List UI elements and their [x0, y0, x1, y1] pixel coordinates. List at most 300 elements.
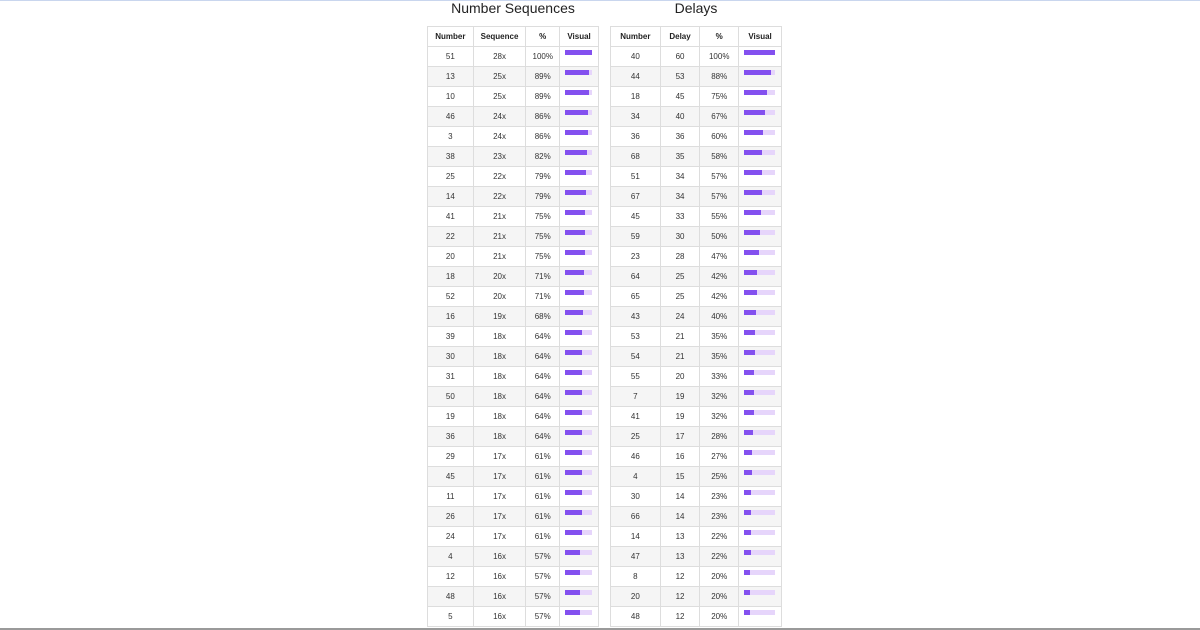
visual-cell — [560, 507, 599, 527]
progress-bar-track — [565, 150, 592, 155]
visual-cell — [560, 367, 599, 387]
progress-bar-fill — [565, 450, 581, 455]
column-header: Delay — [660, 27, 700, 47]
progress-bar-track — [565, 470, 592, 475]
visual-cell — [739, 367, 782, 387]
progress-bar-track — [565, 330, 592, 335]
percent-cell: 20% — [700, 567, 739, 587]
table-row — [428, 587, 599, 607]
visual-cell — [560, 487, 599, 507]
percent-cell: 61% — [526, 507, 560, 527]
value-cell: 16 — [660, 447, 700, 467]
column-header: % — [700, 27, 739, 47]
percent-cell: 60% — [700, 127, 739, 147]
table-row — [611, 147, 782, 167]
table-row — [611, 567, 782, 587]
visual-cell — [739, 127, 782, 147]
progress-bar-track — [565, 130, 592, 135]
number-cell: 18 — [428, 267, 474, 287]
table-row — [611, 547, 782, 567]
progress-bar-fill — [565, 570, 580, 575]
progress-bar-track — [565, 210, 592, 215]
percent-cell: 61% — [526, 487, 560, 507]
table-row — [611, 387, 782, 407]
percent-cell: 64% — [526, 367, 560, 387]
table-row — [611, 427, 782, 447]
table-row — [428, 607, 599, 627]
value-cell: 28x — [473, 47, 526, 67]
table-row — [428, 487, 599, 507]
table-header-row — [611, 27, 782, 47]
progress-bar-fill — [565, 230, 585, 235]
value-cell: 33 — [660, 207, 700, 227]
visual-cell — [739, 207, 782, 227]
value-cell: 16x — [473, 547, 526, 567]
section-title: Delays — [674, 0, 718, 16]
progress-bar-fill — [744, 190, 762, 195]
visual-cell — [560, 347, 599, 367]
table-row — [611, 107, 782, 127]
number-cell: 24 — [428, 527, 474, 547]
number-cell: 11 — [428, 487, 474, 507]
progress-bar-track — [565, 510, 592, 515]
value-cell: 16x — [473, 567, 526, 587]
percent-cell: 35% — [700, 347, 739, 367]
number-cell: 10 — [428, 87, 474, 107]
number-cell: 13 — [428, 67, 474, 87]
progress-bar-track — [565, 190, 592, 195]
progress-bar-fill — [565, 70, 589, 75]
table-row — [428, 227, 599, 247]
progress-bar-fill — [565, 190, 586, 195]
progress-bar-fill — [565, 610, 580, 615]
table-row — [611, 167, 782, 187]
table-row — [611, 227, 782, 247]
visual-cell — [560, 587, 599, 607]
progress-bar-fill — [744, 490, 751, 495]
percent-cell: 42% — [700, 287, 739, 307]
value-cell: 20x — [473, 287, 526, 307]
percent-cell: 23% — [700, 487, 739, 507]
percent-cell: 82% — [526, 147, 560, 167]
progress-bar-track — [744, 50, 775, 55]
progress-bar-track — [565, 110, 592, 115]
visual-cell — [739, 527, 782, 547]
table-row — [611, 407, 782, 427]
progress-bar-fill — [744, 350, 755, 355]
table-row — [611, 207, 782, 227]
visual-cell — [560, 247, 599, 267]
number-cell: 29 — [428, 447, 474, 467]
progress-bar-track — [565, 570, 592, 575]
number-cell: 51 — [428, 47, 474, 67]
visual-cell — [560, 147, 599, 167]
table-row — [611, 267, 782, 287]
number-cell: 36 — [611, 127, 661, 147]
percent-cell: 23% — [700, 507, 739, 527]
percent-cell: 68% — [526, 307, 560, 327]
percent-cell: 57% — [700, 187, 739, 207]
value-cell: 17x — [473, 487, 526, 507]
visual-cell — [739, 587, 782, 607]
percent-cell: 57% — [526, 567, 560, 587]
table-row — [428, 167, 599, 187]
table-row — [428, 187, 599, 207]
progress-bar-fill — [744, 110, 765, 115]
progress-bar-track — [744, 330, 775, 335]
table-row — [428, 207, 599, 227]
percent-cell: 20% — [700, 587, 739, 607]
value-cell: 21x — [473, 207, 526, 227]
percent-cell: 64% — [526, 387, 560, 407]
value-cell: 18x — [473, 347, 526, 367]
table-row — [428, 527, 599, 547]
value-cell: 15 — [660, 467, 700, 487]
value-cell: 45 — [660, 87, 700, 107]
percent-cell: 75% — [700, 87, 739, 107]
table-row — [611, 127, 782, 147]
column-header: Number — [611, 27, 661, 47]
progress-bar-fill — [744, 470, 752, 475]
progress-bar-fill — [744, 130, 763, 135]
percent-cell: 33% — [700, 367, 739, 387]
number-cell: 5 — [428, 607, 474, 627]
column-header: Number — [428, 27, 474, 47]
percent-cell: 27% — [700, 447, 739, 467]
value-cell: 14 — [660, 507, 700, 527]
number-cell: 50 — [428, 387, 474, 407]
table-row — [611, 287, 782, 307]
progress-bar-fill — [565, 330, 582, 335]
number-cell: 4 — [611, 467, 661, 487]
visual-cell — [739, 327, 782, 347]
value-cell: 60 — [660, 47, 700, 67]
progress-bar-fill — [565, 130, 588, 135]
table-row — [611, 507, 782, 527]
value-cell: 23x — [473, 147, 526, 167]
table-row — [428, 507, 599, 527]
percent-cell: 64% — [526, 427, 560, 447]
percent-cell: 89% — [526, 67, 560, 87]
progress-bar-fill — [744, 330, 755, 335]
value-cell: 18x — [473, 327, 526, 347]
percent-cell: 25% — [700, 467, 739, 487]
visual-cell — [560, 87, 599, 107]
table-row — [611, 327, 782, 347]
visual-cell — [739, 287, 782, 307]
progress-bar-track — [744, 430, 775, 435]
table-row — [428, 107, 599, 127]
percent-cell: 79% — [526, 167, 560, 187]
value-cell: 16x — [473, 587, 526, 607]
table-row — [428, 547, 599, 567]
percent-cell: 88% — [700, 67, 739, 87]
progress-bar-fill — [565, 270, 584, 275]
visual-cell — [739, 147, 782, 167]
progress-bar-track — [565, 530, 592, 535]
sequences-table — [427, 26, 599, 627]
value-cell: 25 — [660, 267, 700, 287]
progress-bar-track — [565, 590, 592, 595]
progress-bar-fill — [744, 450, 752, 455]
progress-bar-fill — [565, 510, 581, 515]
visual-cell — [739, 507, 782, 527]
progress-bar-fill — [744, 290, 757, 295]
table-row — [611, 587, 782, 607]
progress-bar-track — [744, 230, 775, 235]
visual-cell — [560, 167, 599, 187]
table-row — [428, 567, 599, 587]
value-cell: 22x — [473, 167, 526, 187]
percent-cell: 71% — [526, 287, 560, 307]
visual-cell — [560, 47, 599, 67]
progress-bar-track — [565, 310, 592, 315]
number-cell: 59 — [611, 227, 661, 247]
percent-cell: 47% — [700, 247, 739, 267]
delays-table — [610, 26, 782, 627]
value-cell: 21x — [473, 247, 526, 267]
visual-cell — [560, 267, 599, 287]
value-cell: 16x — [473, 607, 526, 627]
visual-cell — [560, 327, 599, 347]
progress-bar-fill — [744, 230, 760, 235]
progress-bar-fill — [565, 290, 584, 295]
progress-bar-fill — [565, 150, 587, 155]
visual-cell — [560, 387, 599, 407]
value-cell: 34 — [660, 167, 700, 187]
progress-bar-fill — [744, 510, 751, 515]
progress-bar-track — [565, 170, 592, 175]
value-cell: 36 — [660, 127, 700, 147]
table-row — [428, 427, 599, 447]
column-header: Visual — [739, 27, 782, 47]
progress-bar-track — [565, 250, 592, 255]
number-cell: 43 — [611, 307, 661, 327]
value-cell: 17x — [473, 527, 526, 547]
progress-bar-fill — [744, 370, 754, 375]
progress-bar-track — [744, 150, 775, 155]
progress-bar-fill — [744, 270, 757, 275]
progress-bar-fill — [565, 310, 583, 315]
progress-bar-track — [565, 350, 592, 355]
value-cell: 18x — [473, 407, 526, 427]
value-cell: 13 — [660, 527, 700, 547]
percent-cell: 32% — [700, 407, 739, 427]
value-cell: 28 — [660, 247, 700, 267]
column-header: Visual — [560, 27, 599, 47]
table-row — [428, 127, 599, 147]
number-cell: 19 — [428, 407, 474, 427]
number-cell: 64 — [611, 267, 661, 287]
progress-bar-track — [744, 350, 775, 355]
value-cell: 18x — [473, 427, 526, 447]
visual-cell — [739, 427, 782, 447]
number-cell: 54 — [611, 347, 661, 367]
table-row — [611, 607, 782, 627]
number-sequences-section — [427, 0, 599, 627]
percent-cell: 20% — [700, 607, 739, 627]
section-title: Number Sequences — [451, 0, 575, 16]
visual-cell — [739, 247, 782, 267]
number-cell: 3 — [428, 127, 474, 147]
progress-bar-track — [744, 490, 775, 495]
value-cell: 12 — [660, 587, 700, 607]
percent-cell: 64% — [526, 347, 560, 367]
table-row — [611, 307, 782, 327]
progress-bar-track — [744, 290, 775, 295]
percent-cell: 75% — [526, 247, 560, 267]
percent-cell: 75% — [526, 207, 560, 227]
percent-cell: 32% — [700, 387, 739, 407]
number-cell: 38 — [428, 147, 474, 167]
table-row — [428, 47, 599, 67]
table-row — [611, 467, 782, 487]
percent-cell: 57% — [526, 547, 560, 567]
progress-bar-track — [565, 290, 592, 295]
progress-bar-track — [565, 490, 592, 495]
progress-bar-fill — [744, 590, 750, 595]
progress-bar-fill — [565, 430, 582, 435]
visual-cell — [560, 307, 599, 327]
value-cell: 24x — [473, 107, 526, 127]
progress-bar-track — [744, 530, 775, 535]
progress-bar-track — [744, 510, 775, 515]
number-cell: 4 — [428, 547, 474, 567]
progress-bar-track — [565, 230, 592, 235]
progress-bar-fill — [565, 550, 580, 555]
number-cell: 48 — [428, 587, 474, 607]
progress-bar-track — [744, 550, 775, 555]
progress-bar-track — [744, 450, 775, 455]
percent-cell: 64% — [526, 327, 560, 347]
value-cell: 13 — [660, 547, 700, 567]
progress-bar-track — [565, 370, 592, 375]
value-cell: 20x — [473, 267, 526, 287]
progress-bar-fill — [744, 50, 775, 55]
visual-cell — [560, 567, 599, 587]
percent-cell: 86% — [526, 107, 560, 127]
value-cell: 17x — [473, 507, 526, 527]
number-cell: 46 — [428, 107, 474, 127]
progress-bar-track — [744, 310, 775, 315]
percent-cell: 67% — [700, 107, 739, 127]
visual-cell — [560, 227, 599, 247]
visual-cell — [739, 187, 782, 207]
progress-bar-fill — [744, 90, 767, 95]
number-cell: 66 — [611, 507, 661, 527]
visual-cell — [560, 67, 599, 87]
progress-bar-fill — [744, 550, 751, 555]
number-cell: 45 — [611, 207, 661, 227]
progress-bar-track — [744, 90, 775, 95]
table-row — [611, 527, 782, 547]
number-cell: 47 — [611, 547, 661, 567]
progress-bar-fill — [744, 390, 754, 395]
visual-cell — [739, 387, 782, 407]
visual-cell — [560, 447, 599, 467]
percent-cell: 100% — [700, 47, 739, 67]
value-cell: 25 — [660, 287, 700, 307]
value-cell: 12 — [660, 607, 700, 627]
progress-bar-fill — [744, 210, 761, 215]
visual-cell — [739, 67, 782, 87]
progress-bar-fill — [744, 250, 759, 255]
number-cell: 65 — [611, 287, 661, 307]
progress-bar-track — [565, 550, 592, 555]
progress-bar-fill — [565, 490, 581, 495]
visual-cell — [560, 107, 599, 127]
progress-bar-fill — [565, 110, 588, 115]
progress-bar-fill — [565, 530, 581, 535]
table-row — [428, 267, 599, 287]
visual-cell — [739, 407, 782, 427]
number-cell: 45 — [428, 467, 474, 487]
number-cell: 7 — [611, 387, 661, 407]
visual-cell — [739, 307, 782, 327]
progress-bar-fill — [744, 570, 750, 575]
number-cell: 16 — [428, 307, 474, 327]
column-header: Sequence — [473, 27, 526, 47]
number-cell: 39 — [428, 327, 474, 347]
progress-bar-track — [744, 610, 775, 615]
table-row — [611, 47, 782, 67]
progress-bar-fill — [744, 150, 762, 155]
progress-bar-fill — [565, 90, 589, 95]
percent-cell: 55% — [700, 207, 739, 227]
percent-cell: 64% — [526, 407, 560, 427]
visual-cell — [560, 467, 599, 487]
value-cell: 40 — [660, 107, 700, 127]
progress-bar-track — [744, 590, 775, 595]
table-row — [428, 247, 599, 267]
value-cell: 20 — [660, 367, 700, 387]
progress-bar-track — [744, 270, 775, 275]
table-row — [611, 347, 782, 367]
percent-cell: 89% — [526, 87, 560, 107]
visual-cell — [560, 287, 599, 307]
percent-cell: 22% — [700, 527, 739, 547]
value-cell: 12 — [660, 567, 700, 587]
percent-cell: 61% — [526, 447, 560, 467]
number-cell: 41 — [428, 207, 474, 227]
number-cell: 52 — [428, 287, 474, 307]
value-cell: 19 — [660, 387, 700, 407]
progress-bar-track — [744, 130, 775, 135]
progress-bar-fill — [565, 390, 582, 395]
progress-bar-track — [744, 390, 775, 395]
number-cell: 36 — [428, 427, 474, 447]
table-row — [611, 187, 782, 207]
table-row — [428, 447, 599, 467]
progress-bar-fill — [565, 350, 582, 355]
visual-cell — [739, 567, 782, 587]
percent-cell: 75% — [526, 227, 560, 247]
visual-cell — [560, 527, 599, 547]
percent-cell: 61% — [526, 467, 560, 487]
progress-bar-fill — [744, 410, 754, 415]
percent-cell: 79% — [526, 187, 560, 207]
percent-cell: 71% — [526, 267, 560, 287]
table-row — [428, 147, 599, 167]
progress-bar-track — [744, 410, 775, 415]
progress-bar-fill — [744, 170, 762, 175]
delays-section — [610, 0, 782, 627]
value-cell: 19 — [660, 407, 700, 427]
progress-bar-track — [744, 170, 775, 175]
visual-cell — [560, 187, 599, 207]
progress-bar-track — [565, 50, 592, 55]
percent-cell: 100% — [526, 47, 560, 67]
